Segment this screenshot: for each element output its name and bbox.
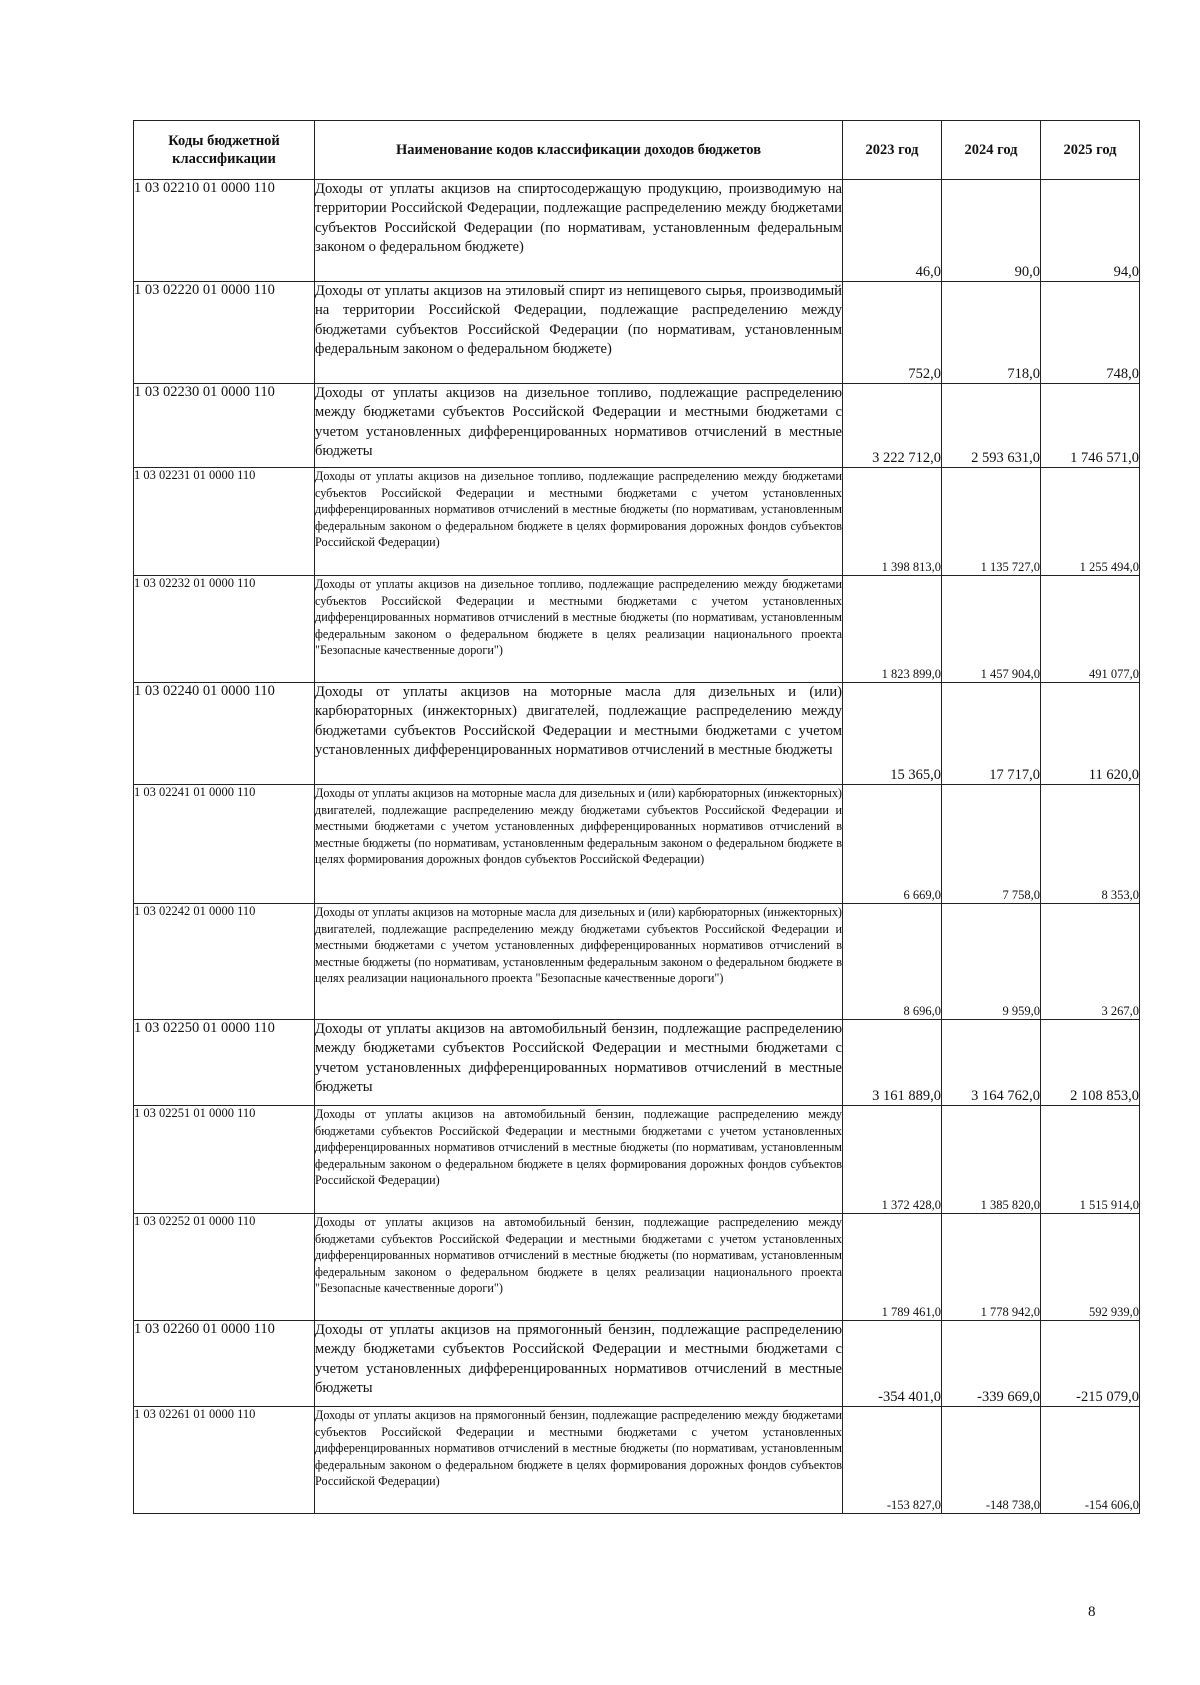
row-value-2024: 1 778 942,0 [942, 1214, 1041, 1321]
row-value-2024: 718,0 [942, 282, 1041, 384]
row-value-2024: 3 164 762,0 [942, 1020, 1041, 1106]
table-row [134, 384, 1140, 468]
row-value-2023: 15 365,0 [843, 683, 942, 785]
row-value-2025: 2 108 853,0 [1041, 1020, 1140, 1106]
table-row [134, 1020, 1140, 1106]
row-name: Доходы от уплаты акцизов на дизельное топливо, подлежащие распределению между бюджетами субъектов Российской Федерации и местными бюджетами с учетом установленных дифференцированных нормативов отчислений в местные бюджеты (по нормативам, установленным федеральным законом о федеральном бюджете в целях формирования дорожных фондов субъектов Российской Федерации) [315, 468, 843, 576]
row-value-2023: 1 789 461,0 [843, 1214, 942, 1321]
row-value-2024: 7 758,0 [942, 785, 1041, 904]
row-value-2025: 1 255 494,0 [1041, 468, 1140, 576]
row-value-2024: 1 135 727,0 [942, 468, 1041, 576]
table-row [134, 683, 1140, 785]
row-name: Доходы от уплаты акцизов на прямогонный бензин, подлежащие распределению между бюджетами субъектов Российской Федерации и местными бюджетами с учетом установленных дифференцированных нормативов отчислений в местные бюджеты [315, 1321, 843, 1407]
row-code: 1 03 02231 01 0000 110 [134, 468, 315, 576]
row-value-2023: 1 823 899,0 [843, 576, 942, 683]
row-value-2023: 6 669,0 [843, 785, 942, 904]
row-name: Доходы от уплаты акцизов на дизельное топливо, подлежащие распределению между бюджетами субъектов Российской Федерации и местными бюджетами с учетом установленных дифференцированных нормативов отчислений в местные бюджеты (по нормативам, установленным федеральным законом о федеральном бюджете в целях реализации национального проекта "Безопасные качественные дороги") [315, 576, 843, 683]
row-name: Доходы от уплаты акцизов на спиртосодержащую продукцию, производимую на территории Российской Федерации, подлежащие распределению между бюджетами субъектов Российской Федерации (по нормативам, установленным федеральным законом о федеральном бюджете) [315, 180, 843, 282]
row-code: 1 03 02252 01 0000 110 [134, 1214, 315, 1321]
row-value-2025: 8 353,0 [1041, 785, 1140, 904]
row-value-2024: 17 717,0 [942, 683, 1041, 785]
row-value-2025: 1 746 571,0 [1041, 384, 1140, 468]
row-code: 1 03 02261 01 0000 110 [134, 1407, 315, 1514]
row-value-2025: 3 267,0 [1041, 904, 1140, 1020]
header-2023: 2023 год [843, 121, 942, 180]
row-value-2025: -215 079,0 [1041, 1321, 1140, 1407]
header-name: Наименование кодов классификации доходов бюджетов [315, 121, 843, 180]
table-row [134, 1321, 1140, 1407]
row-value-2024: 1 385 820,0 [942, 1106, 1041, 1214]
row-value-2025: 748,0 [1041, 282, 1140, 384]
row-code: 1 03 02220 01 0000 110 [134, 282, 315, 384]
row-code: 1 03 02242 01 0000 110 [134, 904, 315, 1020]
row-value-2025: 592 939,0 [1041, 1214, 1140, 1321]
row-value-2024: 2 593 631,0 [942, 384, 1041, 468]
header-2025: 2025 год [1041, 121, 1140, 180]
table-header-row [134, 121, 1140, 180]
row-value-2025: -154 606,0 [1041, 1407, 1140, 1514]
row-name: Доходы от уплаты акцизов на автомобильный бензин, подлежащие распределению между бюджетами субъектов Российской Федерации и местными бюджетами с учетом установленных дифференцированных нормативов отчислений в местные бюджеты (по нормативам, установленным федеральным законом о федеральном бюджете в целях формирования дорожных фондов субъектов Российской Федерации) [315, 1106, 843, 1214]
table-row [134, 904, 1140, 1020]
header-code: Коды бюджетной классификации [134, 121, 315, 180]
table-row [134, 785, 1140, 904]
row-name: Доходы от уплаты акцизов на моторные масла для дизельных и (или) карбюраторных (инжекторных) двигателей, подлежащие распределению между бюджетами субъектов Российской Федерации и местными бюджетами с учетом установленных дифференцированных нормативов отчислений в местные бюджеты [315, 683, 843, 785]
page-number: 8 [1088, 1604, 1096, 1620]
row-name: Доходы от уплаты акцизов на автомобильный бензин, подлежащие распределению между бюджетами субъектов Российской Федерации и местными бюджетами с учетом установленных дифференцированных нормативов отчислений в местные бюджеты (по нормативам, установленным федеральным законом о федеральном бюджете в целях реализации национального проекта "Безопасные качественные дороги") [315, 1214, 843, 1321]
row-value-2025: 1 515 914,0 [1041, 1106, 1140, 1214]
row-value-2023: 46,0 [843, 180, 942, 282]
table-row [134, 1214, 1140, 1321]
row-code: 1 03 02260 01 0000 110 [134, 1321, 315, 1407]
budget-revenue-table [133, 120, 1140, 1514]
row-value-2023: -153 827,0 [843, 1407, 942, 1514]
row-code: 1 03 02250 01 0000 110 [134, 1020, 315, 1106]
row-value-2024: 9 959,0 [942, 904, 1041, 1020]
table-row [134, 1106, 1140, 1214]
row-value-2023: 1 372 428,0 [843, 1106, 942, 1214]
row-value-2024: -339 669,0 [942, 1321, 1041, 1407]
table-row [134, 180, 1140, 282]
header-2024: 2024 год [942, 121, 1041, 180]
row-name: Доходы от уплаты акцизов на дизельное топливо, подлежащие распределению между бюджетами субъектов Российской Федерации и местными бюджетами с учетом установленных дифференцированных нормативов отчислений в местные бюджеты [315, 384, 843, 468]
row-name: Доходы от уплаты акцизов на моторные масла для дизельных и (или) карбюраторных (инжекторных) двигателей, подлежащие распределению между бюджетами субъектов Российской Федерации и местными бюджетами с учетом установленных дифференцированных нормативов отчислений в местные бюджеты (по нормативам, установленным федеральным законом о федеральном бюджете в целях формирования дорожных фондов субъектов Российской Федерации) [315, 785, 843, 904]
row-code: 1 03 02251 01 0000 110 [134, 1106, 315, 1214]
row-value-2025: 94,0 [1041, 180, 1140, 282]
table-row [134, 1407, 1140, 1514]
row-value-2023: 3 161 889,0 [843, 1020, 942, 1106]
table-row [134, 468, 1140, 576]
row-value-2023: -354 401,0 [843, 1321, 942, 1407]
row-value-2023: 3 222 712,0 [843, 384, 942, 468]
row-value-2023: 8 696,0 [843, 904, 942, 1020]
row-name: Доходы от уплаты акцизов на прямогонный бензин, подлежащие распределению между бюджетами субъектов Российской Федерации и местными бюджетами с учетом установленных дифференцированных нормативов отчислений в местные бюджеты (по нормативам, установленным федеральным законом о федеральном бюджете в целях формирования дорожных фондов субъектов Российской Федерации) [315, 1407, 843, 1514]
row-value-2024: 90,0 [942, 180, 1041, 282]
row-code: 1 03 02240 01 0000 110 [134, 683, 315, 785]
row-value-2024: 1 457 904,0 [942, 576, 1041, 683]
row-value-2024: -148 738,0 [942, 1407, 1041, 1514]
row-value-2023: 752,0 [843, 282, 942, 384]
table-row [134, 576, 1140, 683]
row-code: 1 03 02232 01 0000 110 [134, 576, 315, 683]
row-value-2025: 491 077,0 [1041, 576, 1140, 683]
table-row [134, 282, 1140, 384]
row-name: Доходы от уплаты акцизов на автомобильный бензин, подлежащие распределению между бюджетами субъектов Российской Федерации и местными бюджетами с учетом установленных дифференцированных нормативов отчислений в местные бюджеты [315, 1020, 843, 1106]
row-code: 1 03 02210 01 0000 110 [134, 180, 315, 282]
row-value-2025: 11 620,0 [1041, 683, 1140, 785]
row-code: 1 03 02230 01 0000 110 [134, 384, 315, 468]
row-value-2023: 1 398 813,0 [843, 468, 942, 576]
row-code: 1 03 02241 01 0000 110 [134, 785, 315, 904]
row-name: Доходы от уплаты акцизов на моторные масла для дизельных и (или) карбюраторных (инжекторных) двигателей, подлежащие распределению между бюджетами субъектов Российской Федерации и местными бюджетами с учетом установленных дифференцированных нормативов отчислений в местные бюджеты (по нормативам, установленным федеральным законом о федеральном бюджете в целях реализации национального проекта "Безопасные качественные дороги") [315, 904, 843, 1020]
row-name: Доходы от уплаты акцизов на этиловый спирт из непищевого сырья, производимый на территории Российской Федерации, подлежащие распределению между бюджетами субъектов Российской Федерации (по нормативам, установленным федеральным законом о федеральном бюджете) [315, 282, 843, 384]
